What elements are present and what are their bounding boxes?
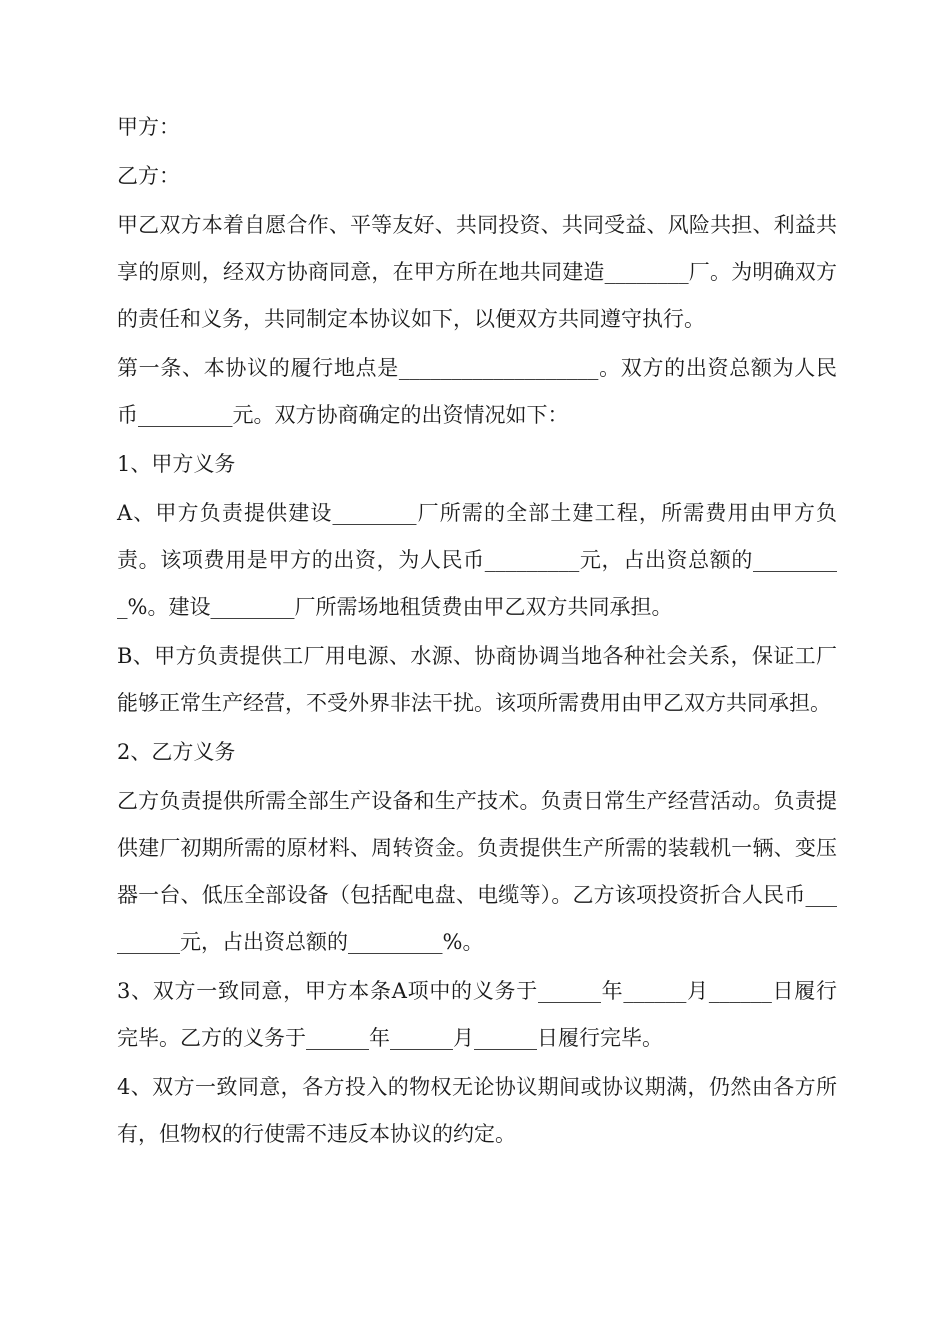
item-b-paragraph: B、甲方负责提供工厂用电源、水源、协商协调当地各种社会关系，保证工厂能够正常生产经营，不受外界非法干扰。该项所需费用由甲乙双方共同承担。 [117,644,837,715]
party-a-label: 甲方： [117,115,180,139]
party-b-duties-paragraph: 乙方负责提供所需全部生产设备和生产技术。负责日常生产经营活动。负责提供建厂初期所需的原材料、周转资金。负责提供生产所需的装载机一辆、变压器一台、低压全部设备（包括配电盘、电缆等）。乙方该项投资折合人民币_________元，占出资总额的_________%。 [117,789,837,954]
intro-paragraph: 甲乙双方本着自愿合作、平等友好、共同投资、共同受益、风险共担、利益共享的原则，经双方协商同意，在甲方所在地共同建造________厂。为明确双方的责任和义务，共同制定本协议如下，以便双方共同遵守执行。 [117,213,837,331]
article-1-paragraph: 第一条、本协议的履行地点是___________________。双方的出资总额为人民币_________元。双方协商确定的出资情况如下： [117,356,837,427]
party-b-label: 乙方： [117,164,180,188]
item-4-paragraph: 4、双方一致同意，各方投入的物权无论协议期间或协议期满，仍然由各方所有，但物权的行使需不违反本协议的约定。 [117,1075,837,1146]
section-2-heading: 2、乙方义务 [117,740,236,764]
document-body [117,104,837,1158]
item-a-paragraph: A、甲方负责提供建设________厂所需的全部土建工程，所需费用由甲方负责。该项费用是甲方的出资，为人民币_________元，占出资总额的_________%。建设________厂所需场地租赁费由甲乙双方共同承担。 [117,501,837,619]
item-3-paragraph: 3、双方一致同意，甲方本条A项中的义务于______年______月______日履行完毕。乙方的义务于______年______月______日履行完毕。 [117,979,837,1050]
section-1-heading: 1、甲方义务 [117,452,236,476]
